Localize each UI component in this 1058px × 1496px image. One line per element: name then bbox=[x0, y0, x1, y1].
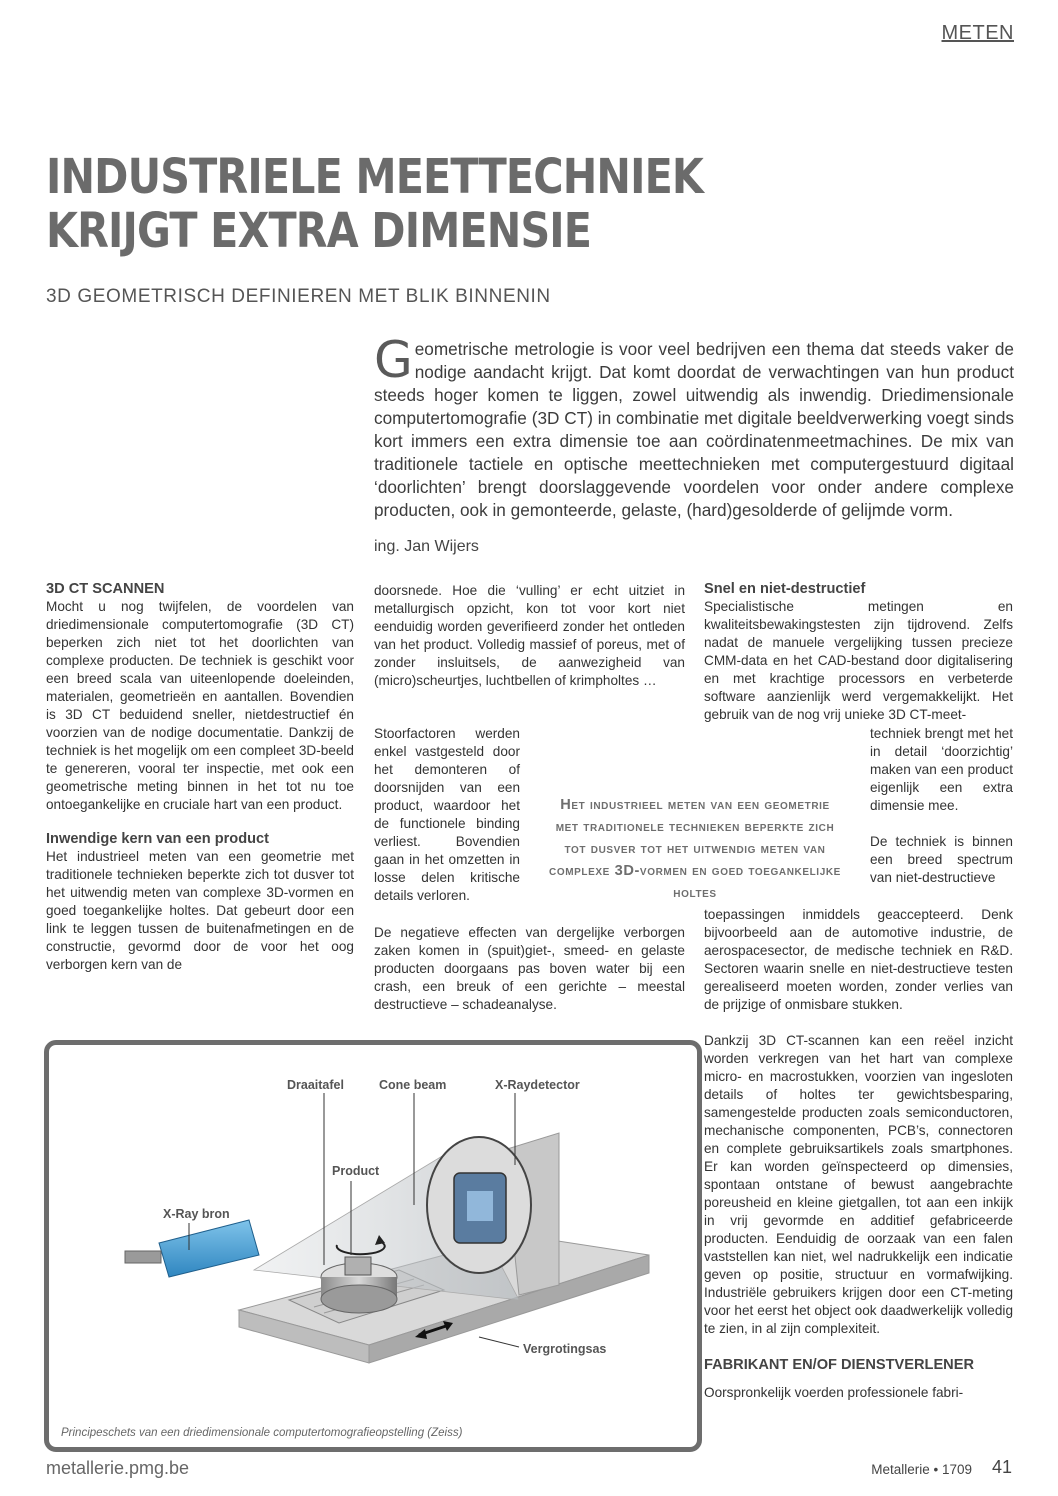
section-heading-fabrikant: FABRIKANT EN/OF DIENSTVERLENER bbox=[704, 1357, 974, 1373]
col1-paragraph-2: Het industrieel meten van een geometrie met traditionele technieken beperkte zich tot dusver tot het uitwendig meten van complexe 3D-vormen en goed toegankelijke holtes. Dat gebeurt door een link te leggen tussen de buitenafmetingen en de constructie, gevormd door de voor het oog verborgen kern van de bbox=[46, 849, 354, 972]
column-2-top bbox=[374, 582, 685, 690]
footer-website[interactable]: metallerie.pmg.be bbox=[46, 1458, 190, 1478]
col3-paragraph-4: Oorspronkelijk voerden professionele fabri- bbox=[704, 1385, 964, 1400]
footer-magazine-issue: Metallerie • 1709 bbox=[871, 1462, 972, 1477]
label-xray-detector: X-Raydetector bbox=[495, 1078, 580, 1092]
column-1 bbox=[46, 580, 354, 974]
column-2-narrow bbox=[374, 725, 520, 905]
label-draaitafel: Draaitafel bbox=[287, 1078, 344, 1092]
subheading-inwendige-kern: Inwendige kern van een product bbox=[46, 831, 270, 847]
ct-setup-figure bbox=[44, 1040, 702, 1452]
column-2-bottom bbox=[374, 924, 685, 1014]
col3-paragraph-2b: toepassingen inmiddels geaccepteerd. Denk bijvoorbeeld aan de automotive industrie, de aerospacesector, de medische techniek en R&D. Sectoren waarin snelle en niet-destructieve testen gerealiseerd moeten worden, zonder verlies van de prijzige of onmisbare stukken. bbox=[704, 907, 1013, 1012]
label-vergrotingsas: Vergrotingsas bbox=[523, 1342, 607, 1356]
title-line-1: INDUSTRIELE MEETTECHNIEK bbox=[46, 149, 704, 205]
title-line-2: KRIJGT EXTRA DIMENSIE bbox=[46, 203, 592, 259]
col3-paragraph-1a: Specialistische metingen en kwaliteitsbewakingstesten zijn tijdrovend. Zelfs nadat de manuele vergelijking tussen precieze CMM-data en het CAD-bestand door digitalisering en met krachtige processors en verbeterde software aanzienlijk werd vergemakkelijkt. Het gebruik van de nog vrij unieke 3D CT-meet- bbox=[704, 599, 1013, 722]
subheading-snel-niet-destructief: Snel en niet-destructief bbox=[704, 581, 866, 597]
section-heading-3d-ct: 3D CT SCANNEN bbox=[46, 581, 165, 597]
column-3-top bbox=[704, 580, 1013, 724]
lead-paragraph bbox=[374, 331, 1014, 522]
lead-text: eometrische metrologie is voor veel bedrijven een thema dat steeds vaker de nodige aandacht krijgt. Dat komt doordat de verwachtingen van hun product steeds hoger komen te liggen, zowel uitwendig als inwendig. Driedimensionale computertomografie (3D CT) in combinatie met digitale beeldverwerking voegt sinds kort immers een extra dimensie toe aan coördinatenmeetmachines. De mix van traditionele tactiele en optische meettechnieken met computergestuurd digitaal ‘doorlichten’ brengt doorslaggevende voordelen voor onder andere complexe producten, ook in gemonteerde, gelaste, (hard)gesolderde of gelijmde vorm. bbox=[374, 339, 1014, 520]
ct-setup-illustration bbox=[49, 1045, 697, 1447]
col1-paragraph-1: Mocht u nog twijfelen, de voordelen van driedimensionale computertomografie (3D CT) beperken zich niet tot het doorlichten van complexe producten. De techniek is geschikt voor een breed scala van uiteenlopende doeleinden, materialen, geometrieën en aantallen. Bovendien is 3D CT beduidend sneller, nietdestructief én voorzien van de nodige documentatie. Dankzij de techniek is het mogelijk om een compleet 3D-beeld te genereren, vooral ter inspectie, met ook een geometrische meting binnen in het tot nu toe ontoegankelijke en cruciale hart van een product. bbox=[46, 599, 354, 812]
col3-paragraph-3: Dankzij 3D CT-scannen kan een reëel inzicht worden verkregen van het hart van complexe micro- en macrostukken, voorzien van ingesloten details of holtes ter gewichtsbesparing, samengestelde producten zoals semiconductoren, mechanische componenten, PCB’s, connectoren en complete gebruiksartikels zoals smartphones. Er kan worden geïnspecteerd op dimensies, spontaan ontstane of bewust aangebrachte poreusheid en kleine gietgallen, tot aan een inkijk in vrij gevormde en additief gefabriceerde producten. Eenduidig de oorzaak van een falen vaststellen kan niet, wel nadrukkelijk een indicatie geven op positie, structuur en vormafwijking. Industriële gebruikers krijgen door een CT-meting voor het eerst het object ook daadwerkelijk volledig te zien, in al zijn complexiteit. bbox=[704, 1033, 1013, 1336]
label-cone-beam: Cone beam bbox=[379, 1078, 447, 1092]
author-byline: ing. Jan Wijers bbox=[374, 538, 479, 555]
col2-paragraph-2: Stoorfactoren werden enkel vastgesteld door het demonteren of doorsnijden van een product, waardoor het de functionele binding verliest. Bovendien gaan in het omzetten in losse delen kritische details verloren. bbox=[374, 726, 520, 903]
col3-paragraph-2a: De techniek is binnen een breed spectrum van niet-destructieve bbox=[870, 834, 1013, 885]
column-3-narrow bbox=[870, 725, 1013, 887]
pull-quote: Het industrieel meten van een geometrie met traditionele technieken beperkte zich tot dusver tot het uitwendig meten van complexe 3D-vormen en goed toegankelijke holtes bbox=[549, 797, 841, 901]
drop-cap: G bbox=[374, 331, 413, 389]
label-product: Product bbox=[332, 1164, 380, 1178]
product-shape bbox=[345, 1257, 371, 1275]
article-title bbox=[46, 149, 704, 259]
col2-paragraph-1: doorsnede. Hoe die ‘vulling’ er echt uitziet in metallurgisch opzicht, kon tot voor kort niet eenduidig worden geverifieerd zonder het ontleden van het product. Volledig massief of poreus, met of zonder insluitsels, de aanwezigheid van (micro)scheurtjes, luchtbellen of krimpholtes … bbox=[374, 583, 685, 688]
label-xray-bron: X-Ray bron bbox=[163, 1207, 230, 1221]
column-3-bottom bbox=[704, 906, 1013, 1402]
xray-source bbox=[159, 1220, 259, 1277]
col3-paragraph-1b: techniek brengt met het in detail ‘doorzichtig’ maken van een product eigenlijk een extra dimensie mee. bbox=[870, 726, 1013, 813]
page-number: 41 bbox=[991, 1457, 1012, 1477]
col2-paragraph-3: De negatieve effecten van dergelijke verborgen zaken komen in (spuit)giet-, smeed- en gelaste producten doorgaans pas boven water bij een crash, een breuk of een gerichte – meestal destructieve – schadeanalyse. bbox=[374, 925, 685, 1012]
article-subtitle: 3D GEOMETRISCH DEFINIEREN MET BLIK BINNENIN bbox=[46, 286, 551, 307]
section-tag: METEN bbox=[941, 22, 1014, 44]
figure-caption: Principeschets van een driedimensionale computertomografieopstelling (Zeiss) bbox=[61, 1427, 463, 1439]
